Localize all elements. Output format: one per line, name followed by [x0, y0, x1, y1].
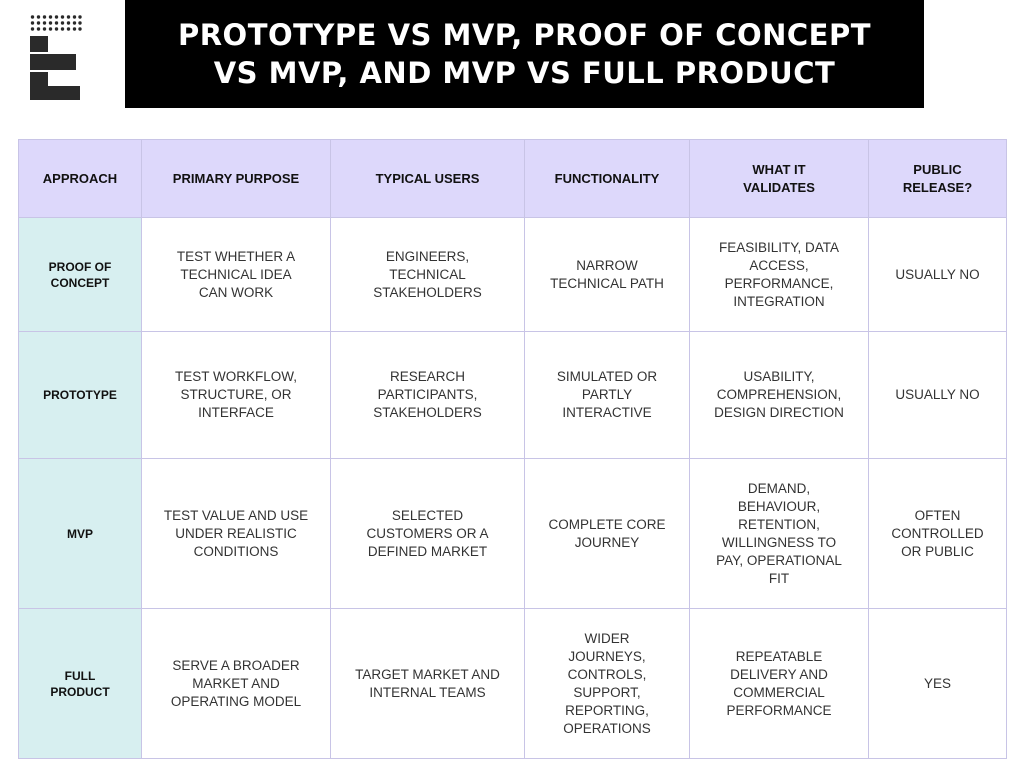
comparison-table [18, 139, 1007, 759]
header-approach: APPROACH [19, 140, 142, 218]
cell-what-it-validates: REPEATABLE DELIVERY AND COMMERCIAL PERFORMANCE [690, 609, 869, 759]
header-functionality: FUNCTIONALITY [525, 140, 690, 218]
header-public-release: PUBLIC RELEASE? [869, 140, 1007, 218]
page-title-line-2: VS MVP, AND MVP VS FULL PRODUCT [213, 56, 836, 90]
cell-functionality: NARROW TECHNICAL PATH [525, 218, 690, 332]
cell-public-release: USUALLY NO [869, 332, 1007, 459]
e-dots-logo-icon [30, 14, 82, 102]
cell-typical-users: SELECTED CUSTOMERS OR A DEFINED MARKET [331, 459, 525, 609]
cell-what-it-validates: USABILITY, COMPREHENSION, DESIGN DIRECTION [690, 332, 869, 459]
table-row [19, 609, 1007, 759]
header-typical-users: TYPICAL USERS [331, 140, 525, 218]
cell-functionality: WIDER JOURNEYS, CONTROLS, SUPPORT, REPORTING, OPERATIONS [525, 609, 690, 759]
row-header-prototype: PROTOTYPE [19, 332, 142, 459]
row-header-mvp: MVP [19, 459, 142, 609]
page-title-line-1: PROTOTYPE VS MVP, PROOF OF CONCEPT [177, 18, 872, 52]
cell-primary-purpose: TEST WHETHER A TECHNICAL IDEA CAN WORK [142, 218, 331, 332]
row-header-full-product: FULL PRODUCT [19, 609, 142, 759]
cell-functionality: SIMULATED OR PARTLY INTERACTIVE [525, 332, 690, 459]
header-primary-purpose: PRIMARY PURPOSE [142, 140, 331, 218]
cell-public-release: YES [869, 609, 1007, 759]
cell-public-release: OFTEN CONTROLLED OR PUBLIC [869, 459, 1007, 609]
cell-functionality: COMPLETE CORE JOURNEY [525, 459, 690, 609]
cell-typical-users: TARGET MARKET AND INTERNAL TEAMS [331, 609, 525, 759]
table-header-row [19, 140, 1007, 218]
title-banner [125, 0, 924, 108]
cell-typical-users: RESEARCH PARTICIPANTS, STAKEHOLDERS [331, 332, 525, 459]
cell-primary-purpose: TEST WORKFLOW, STRUCTURE, OR INTERFACE [142, 332, 331, 459]
cell-public-release: USUALLY NO [869, 218, 1007, 332]
cell-what-it-validates: FEASIBILITY, DATA ACCESS, PERFORMANCE, INTEGRATION [690, 218, 869, 332]
row-header-proof-of-concept: PROOF OF CONCEPT [19, 218, 142, 332]
cell-what-it-validates: DEMAND, BEHAVIOUR, RETENTION, WILLINGNESS TO PAY, OPERATIONAL FIT [690, 459, 869, 609]
table-row [19, 218, 1007, 332]
cell-primary-purpose: TEST VALUE AND USE UNDER REALISTIC CONDITIONS [142, 459, 331, 609]
header-what-it-validates: WHAT IT VALIDATES [690, 140, 869, 218]
cell-typical-users: ENGINEERS, TECHNICAL STAKEHOLDERS [331, 218, 525, 332]
cell-primary-purpose: SERVE A BROADER MARKET AND OPERATING MODEL [142, 609, 331, 759]
table-row [19, 332, 1007, 459]
table-row [19, 459, 1007, 609]
